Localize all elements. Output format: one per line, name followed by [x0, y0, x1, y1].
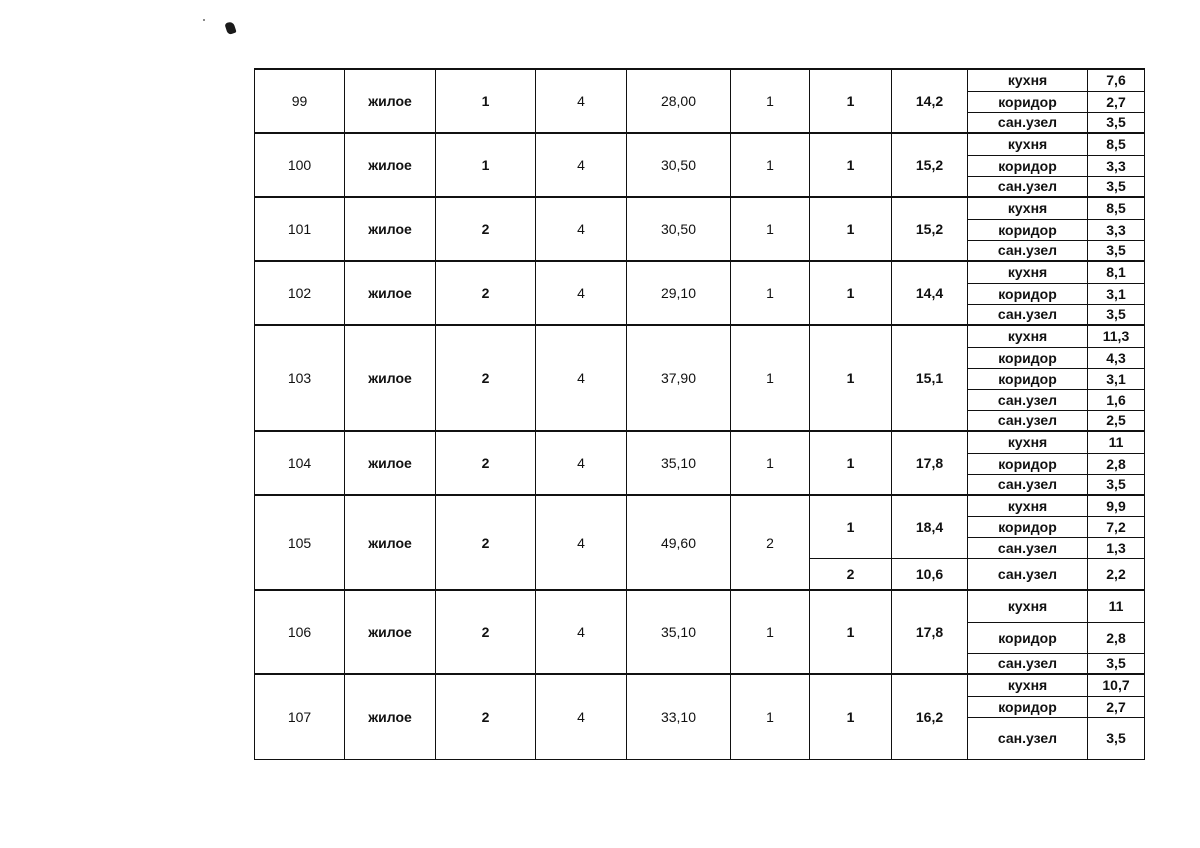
aux-room-area: 7,2 [1088, 516, 1145, 537]
aux-room-area: 8,5 [1088, 197, 1145, 219]
aux-room-area: 2,2 [1088, 558, 1145, 590]
aux-room-name: кухня [968, 133, 1088, 155]
living-area: 10,6 [892, 558, 968, 590]
aux-room-name: сан.узел [968, 474, 1088, 495]
aux-room-area: 3,1 [1088, 283, 1145, 304]
apartment-number: 102 [255, 261, 345, 325]
premise-type: жилое [345, 69, 436, 133]
total-area: 30,50 [627, 133, 731, 197]
aux-room-name: коридор [968, 453, 1088, 474]
aux-room-name: сан.узел [968, 176, 1088, 197]
room-number: 1 [810, 197, 892, 261]
floor-number: 4 [536, 133, 627, 197]
living-area: 15,2 [892, 133, 968, 197]
rooms-count: 1 [731, 197, 810, 261]
aux-room-area: 8,1 [1088, 261, 1145, 283]
total-area: 28,00 [627, 69, 731, 133]
aux-room-area: 3,3 [1088, 219, 1145, 240]
aux-room-name: коридор [968, 696, 1088, 717]
living-area: 14,2 [892, 69, 968, 133]
aux-room-name: коридор [968, 91, 1088, 112]
floor-number: 4 [536, 674, 627, 759]
rooms-count: 1 [731, 590, 810, 674]
premise-type: жилое [345, 674, 436, 759]
table-row [255, 197, 1145, 219]
premise-type: жилое [345, 197, 436, 261]
aux-room-name: сан.узел [968, 717, 1088, 759]
aux-room-name: кухня [968, 325, 1088, 347]
aux-room-area: 10,7 [1088, 674, 1145, 696]
aux-room-name: сан.узел [968, 410, 1088, 431]
premise-type: жилое [345, 495, 436, 590]
aux-room-area: 1,6 [1088, 389, 1145, 410]
aux-room-area: 3,5 [1088, 240, 1145, 261]
section-number: 2 [436, 197, 536, 261]
aux-room-area: 9,9 [1088, 495, 1145, 516]
total-area: 37,90 [627, 325, 731, 431]
aux-room-area: 3,5 [1088, 304, 1145, 325]
apartment-number: 103 [255, 325, 345, 431]
aux-room-name: сан.узел [968, 240, 1088, 261]
aux-room-area: 11 [1088, 431, 1145, 453]
living-area: 14,4 [892, 261, 968, 325]
premise-type: жилое [345, 325, 436, 431]
aux-room-name: сан.узел [968, 537, 1088, 558]
aux-room-area: 3,5 [1088, 474, 1145, 495]
aux-room-area: 8,5 [1088, 133, 1145, 155]
table-row [255, 325, 1145, 347]
total-area: 49,60 [627, 495, 731, 590]
aux-room-name: кухня [968, 197, 1088, 219]
aux-room-name: коридор [968, 622, 1088, 653]
apartment-number: 106 [255, 590, 345, 674]
floor-number: 4 [536, 325, 627, 431]
living-area: 17,8 [892, 431, 968, 495]
section-number: 2 [436, 674, 536, 759]
floor-number: 4 [536, 495, 627, 590]
rooms-count: 1 [731, 69, 810, 133]
aux-room-name: коридор [968, 516, 1088, 537]
aux-room-area: 1,3 [1088, 537, 1145, 558]
aux-room-name: коридор [968, 368, 1088, 389]
table-row [255, 69, 1145, 91]
premise-type: жилое [345, 590, 436, 674]
room-number: 1 [810, 325, 892, 431]
table-row [255, 261, 1145, 283]
total-area: 35,10 [627, 590, 731, 674]
room-number: 1 [810, 261, 892, 325]
aux-room-area: 4,3 [1088, 347, 1145, 368]
apartment-table-body [255, 69, 1145, 759]
aux-room-area: 3,3 [1088, 155, 1145, 176]
total-area: 29,10 [627, 261, 731, 325]
living-area: 17,8 [892, 590, 968, 674]
floor-number: 4 [536, 590, 627, 674]
total-area: 30,50 [627, 197, 731, 261]
section-number: 2 [436, 431, 536, 495]
aux-room-area: 7,6 [1088, 69, 1145, 91]
apartment-number: 100 [255, 133, 345, 197]
aux-room-name: коридор [968, 283, 1088, 304]
apartment-number: 99 [255, 69, 345, 133]
room-number: 2 [810, 558, 892, 590]
table-row [255, 590, 1145, 622]
floor-number: 4 [536, 261, 627, 325]
room-number: 1 [810, 133, 892, 197]
floor-number: 4 [536, 197, 627, 261]
aux-room-area: 2,8 [1088, 622, 1145, 653]
section-number: 1 [436, 69, 536, 133]
apartment-number: 107 [255, 674, 345, 759]
premise-type: жилое [345, 133, 436, 197]
premise-type: жилое [345, 261, 436, 325]
apartment-number: 105 [255, 495, 345, 590]
aux-room-name: кухня [968, 261, 1088, 283]
section-number: 2 [436, 495, 536, 590]
rooms-count: 1 [731, 431, 810, 495]
living-area: 18,4 [892, 495, 968, 558]
aux-room-name: сан.узел [968, 112, 1088, 133]
table-row [255, 674, 1145, 696]
aux-room-name: кухня [968, 431, 1088, 453]
aux-room-area: 3,5 [1088, 653, 1145, 674]
aux-room-name: сан.узел [968, 304, 1088, 325]
ink-mark [224, 21, 236, 35]
room-number: 1 [810, 674, 892, 759]
apartment-table [254, 68, 1145, 760]
section-number: 2 [436, 261, 536, 325]
rooms-count: 1 [731, 261, 810, 325]
apartment-number: 101 [255, 197, 345, 261]
aux-room-name: сан.узел [968, 389, 1088, 410]
living-area: 15,1 [892, 325, 968, 431]
rooms-count: 1 [731, 674, 810, 759]
total-area: 35,10 [627, 431, 731, 495]
apartment-number: 104 [255, 431, 345, 495]
room-number: 1 [810, 431, 892, 495]
aux-room-name: коридор [968, 219, 1088, 240]
scan-speck [203, 19, 205, 21]
aux-room-area: 2,8 [1088, 453, 1145, 474]
section-number: 2 [436, 590, 536, 674]
aux-room-area: 3,5 [1088, 717, 1145, 759]
floor-number: 4 [536, 69, 627, 133]
aux-room-area: 3,1 [1088, 368, 1145, 389]
aux-room-area: 3,5 [1088, 112, 1145, 133]
aux-room-area: 11 [1088, 590, 1145, 622]
floor-number: 4 [536, 431, 627, 495]
table-row [255, 495, 1145, 516]
room-number: 1 [810, 495, 892, 558]
table-row [255, 133, 1145, 155]
aux-room-area: 11,3 [1088, 325, 1145, 347]
living-area: 16,2 [892, 674, 968, 759]
aux-room-area: 2,7 [1088, 91, 1145, 112]
aux-room-name: кухня [968, 590, 1088, 622]
room-number: 1 [810, 69, 892, 133]
rooms-count: 1 [731, 133, 810, 197]
rooms-count: 1 [731, 325, 810, 431]
aux-room-name: кухня [968, 69, 1088, 91]
living-area: 15,2 [892, 197, 968, 261]
total-area: 33,10 [627, 674, 731, 759]
section-number: 2 [436, 325, 536, 431]
aux-room-name: кухня [968, 674, 1088, 696]
aux-room-name: сан.узел [968, 558, 1088, 590]
aux-room-name: сан.узел [968, 653, 1088, 674]
rooms-count: 2 [731, 495, 810, 590]
table-row [255, 431, 1145, 453]
aux-room-area: 2,5 [1088, 410, 1145, 431]
aux-room-area: 2,7 [1088, 696, 1145, 717]
aux-room-name: коридор [968, 155, 1088, 176]
section-number: 1 [436, 133, 536, 197]
aux-room-area: 3,5 [1088, 176, 1145, 197]
premise-type: жилое [345, 431, 436, 495]
aux-room-name: кухня [968, 495, 1088, 516]
room-number: 1 [810, 590, 892, 674]
aux-room-name: коридор [968, 347, 1088, 368]
